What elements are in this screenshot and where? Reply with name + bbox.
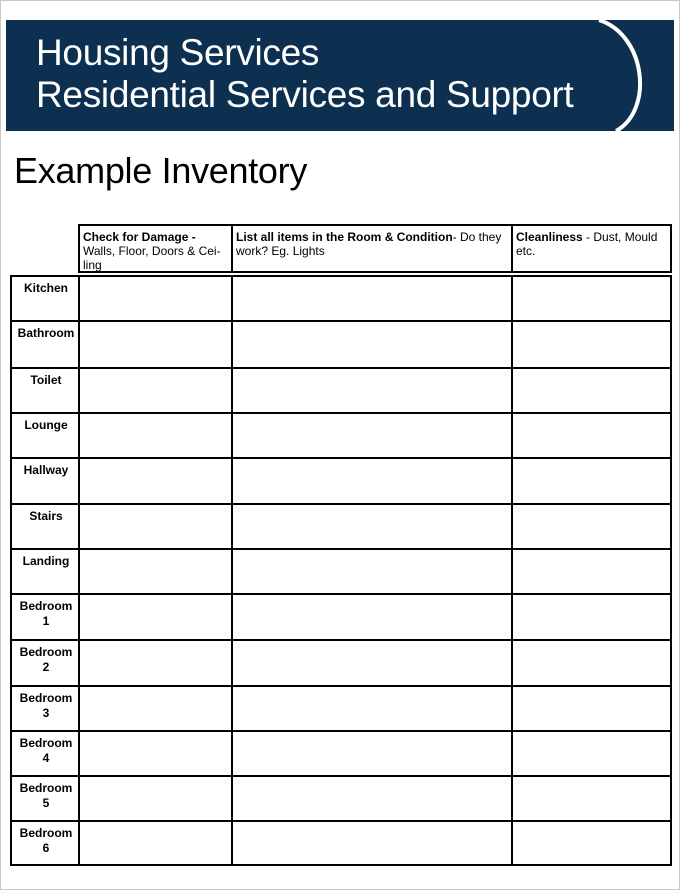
row-label-cell bbox=[10, 775, 80, 820]
inventory-table bbox=[10, 275, 672, 864]
items-cell[interactable] bbox=[231, 685, 513, 730]
table-row bbox=[10, 412, 672, 457]
items-cell[interactable] bbox=[231, 275, 513, 320]
cleanliness-cell[interactable] bbox=[511, 820, 672, 864]
items-cell[interactable] bbox=[231, 730, 513, 775]
column-header-damage bbox=[78, 224, 233, 273]
row-label bbox=[14, 736, 78, 766]
cleanliness-cell[interactable] bbox=[511, 639, 672, 685]
row-label-line1: Stairs bbox=[29, 509, 63, 523]
row-label bbox=[14, 373, 78, 388]
items-cell[interactable] bbox=[231, 593, 513, 639]
column-header-cleanliness-text: - Dust, Mould etc. bbox=[516, 230, 658, 258]
table-row bbox=[10, 730, 672, 775]
row-label-cell bbox=[10, 503, 80, 548]
table-row bbox=[10, 820, 672, 864]
cleanliness-cell[interactable] bbox=[511, 457, 672, 503]
row-label-line1: Bedroom bbox=[19, 826, 73, 840]
row-label-line2: 6 bbox=[42, 841, 50, 855]
damage-cell[interactable] bbox=[78, 548, 233, 593]
row-label bbox=[14, 418, 78, 433]
cleanliness-cell[interactable] bbox=[511, 685, 672, 730]
items-cell[interactable] bbox=[231, 639, 513, 685]
column-header-damage-bold: Check for Damage - bbox=[83, 230, 196, 244]
row-label bbox=[14, 509, 78, 524]
row-label bbox=[14, 326, 78, 341]
row-label-cell bbox=[10, 412, 80, 457]
banner-title: Housing Services bbox=[36, 32, 320, 73]
column-header-cleanliness-bold: Cleanliness bbox=[516, 230, 583, 244]
cleanliness-cell[interactable] bbox=[511, 367, 672, 412]
damage-cell[interactable] bbox=[78, 685, 233, 730]
cleanliness-cell[interactable] bbox=[511, 275, 672, 320]
damage-cell[interactable] bbox=[78, 820, 233, 864]
row-label-line1: Lounge bbox=[24, 418, 68, 432]
cleanliness-cell[interactable] bbox=[511, 593, 672, 639]
items-cell[interactable] bbox=[231, 548, 513, 593]
row-label-cell bbox=[10, 275, 80, 320]
damage-cell[interactable] bbox=[78, 275, 233, 320]
row-label bbox=[14, 599, 78, 629]
table-row bbox=[10, 775, 672, 820]
row-label-cell bbox=[10, 639, 80, 685]
row-label-line1: Kitchen bbox=[23, 281, 68, 295]
table-bottom-border bbox=[10, 864, 672, 866]
damage-cell[interactable] bbox=[78, 412, 233, 457]
damage-cell[interactable] bbox=[78, 503, 233, 548]
items-cell[interactable] bbox=[231, 775, 513, 820]
table-row bbox=[10, 457, 672, 503]
items-cell[interactable] bbox=[231, 503, 513, 548]
row-label-line2: 4 bbox=[42, 751, 50, 765]
table-row bbox=[10, 593, 672, 639]
header-banner bbox=[6, 20, 674, 131]
row-label bbox=[14, 691, 78, 721]
cleanliness-cell[interactable] bbox=[511, 412, 672, 457]
row-label-line2: 5 bbox=[42, 796, 50, 810]
row-label-cell bbox=[10, 548, 80, 593]
row-label-line1: Bedroom bbox=[19, 781, 73, 795]
row-label-cell bbox=[10, 457, 80, 503]
row-label-line1: Bedroom bbox=[19, 691, 73, 705]
column-header-cleanliness bbox=[511, 224, 672, 273]
row-label-line1: Bedroom bbox=[19, 645, 73, 659]
table-row bbox=[10, 639, 672, 685]
row-label-cell bbox=[10, 685, 80, 730]
damage-cell[interactable] bbox=[78, 457, 233, 503]
damage-cell[interactable] bbox=[78, 593, 233, 639]
row-label-line2: 3 bbox=[42, 706, 50, 720]
damage-cell[interactable] bbox=[78, 367, 233, 412]
banner-subtitle: Residential Services and Support bbox=[36, 74, 574, 115]
table-row bbox=[10, 503, 672, 548]
items-cell[interactable] bbox=[231, 820, 513, 864]
items-cell[interactable] bbox=[231, 320, 513, 367]
row-label-line1: Bedroom bbox=[19, 599, 73, 613]
cleanliness-cell[interactable] bbox=[511, 548, 672, 593]
row-label bbox=[14, 781, 78, 811]
row-label bbox=[14, 645, 78, 675]
page-title: Example Inventory bbox=[14, 150, 308, 191]
row-label bbox=[14, 826, 78, 856]
row-label-line2: 1 bbox=[42, 614, 50, 628]
row-label-cell bbox=[10, 367, 80, 412]
table-row bbox=[10, 275, 672, 320]
cleanliness-cell[interactable] bbox=[511, 775, 672, 820]
items-cell[interactable] bbox=[231, 367, 513, 412]
row-label-line1: Bedroom bbox=[19, 736, 73, 750]
row-label bbox=[14, 554, 78, 569]
row-label-line1: Toilet bbox=[30, 373, 62, 387]
row-label-line1: Hallway bbox=[23, 463, 69, 477]
row-label bbox=[14, 463, 78, 478]
row-label-cell bbox=[10, 320, 80, 367]
table-row bbox=[10, 320, 672, 367]
row-label-line1: Landing bbox=[22, 554, 70, 568]
row-label-cell bbox=[10, 730, 80, 775]
damage-cell[interactable] bbox=[78, 320, 233, 367]
damage-cell[interactable] bbox=[78, 775, 233, 820]
items-cell[interactable] bbox=[231, 412, 513, 457]
table-row bbox=[10, 685, 672, 730]
table-row bbox=[10, 548, 672, 593]
table-row bbox=[10, 367, 672, 412]
cleanliness-cell[interactable] bbox=[511, 320, 672, 367]
column-header-items-bold: List all items in the Room & Condition bbox=[236, 230, 453, 244]
row-label-cell bbox=[10, 593, 80, 639]
row-label-cell bbox=[10, 820, 80, 864]
column-header-damage-text: Walls, Floor, Doors & Cei-ling bbox=[83, 244, 221, 272]
damage-cell[interactable] bbox=[78, 639, 233, 685]
damage-cell[interactable] bbox=[78, 730, 233, 775]
column-header-items-text: - Do they work? Eg. Lights bbox=[236, 230, 502, 258]
cleanliness-cell[interactable] bbox=[511, 503, 672, 548]
items-cell[interactable] bbox=[231, 457, 513, 503]
row-label bbox=[14, 281, 78, 296]
column-header-items bbox=[231, 224, 513, 273]
cleanliness-cell[interactable] bbox=[511, 730, 672, 775]
row-label-line1: Bathroom bbox=[17, 326, 75, 340]
row-label-line2: 2 bbox=[42, 660, 50, 674]
